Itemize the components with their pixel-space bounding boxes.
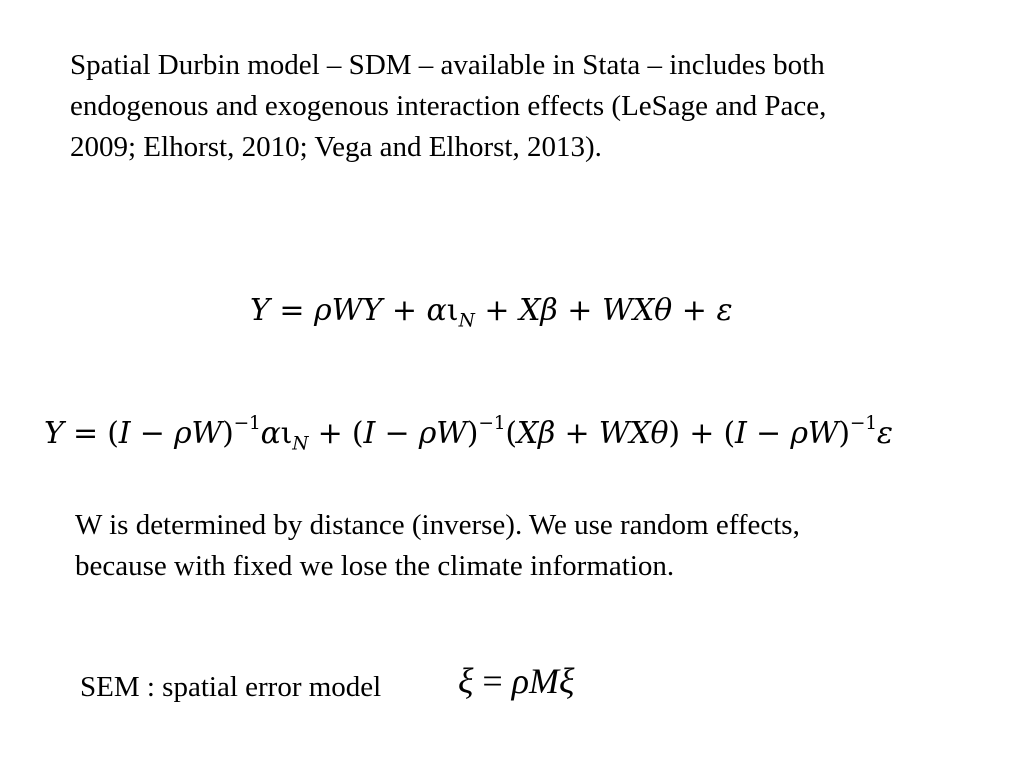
sem-label: SEM : spatial error model — [80, 671, 382, 703]
note-line: because with fixed we lose the climate information. — [75, 550, 675, 582]
intro-line: endogenous and exogenous interaction effects (LeSage and Pace, — [70, 90, 827, 122]
sem-equation: ξ = ρMξ — [458, 661, 575, 701]
intro-line: 2009; Elhorst, 2010; Vega and Elhorst, 2013). — [70, 131, 602, 163]
note-line: W is determined by distance (inverse). We use random effects, — [75, 509, 800, 541]
intro-paragraph — [70, 45, 990, 168]
sdm-equation: $Y = \rho WY + \alpha\iota_N + X\beta + WX\theta + \varepsilon$ — [250, 293, 733, 332]
intro-line: Spatial Durbin model – SDM – available in Stata – includes both — [70, 49, 825, 81]
sdm-reduced-form-equation: $Y = (I - \rho W)^{-1}\alpha\iota_N + (I - \rho W)^{-1}(X\beta + WX\theta) + (I - \rho W)^{-1}\varepsilon$ — [44, 413, 893, 455]
weights-note-paragraph — [75, 505, 995, 587]
